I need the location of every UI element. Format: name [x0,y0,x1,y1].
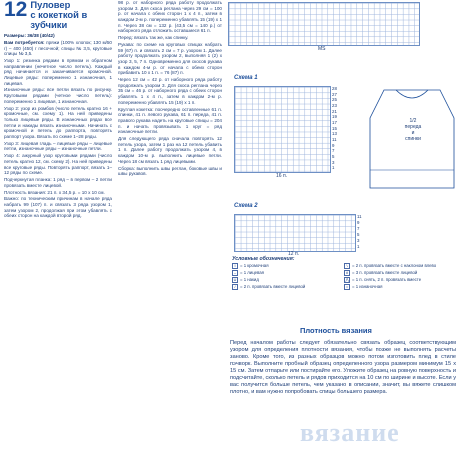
column-2 [118,0,222,178]
row-number: 13 [332,131,337,137]
pattern-2: Узор 2: узор из ромбов (число петель кратно 16 + кромочные, см. схему 1). На ней приведены только лицевые ряды. В изнаночных рядах все петли и накиды вязать изнаночными. Начинать с кромочной и петель до раппорта, повторять раппорт узора. Вязать по схеме 1–28 ряды. [4,105,112,139]
front-text: Перед: вязать так же, как спинку. [118,35,189,41]
legend-symbol-icon: – [233,271,237,275]
legend-symbol-icon: ⋀ [345,278,349,282]
legend-text: = 2 п. провязать вместе лицевой [240,284,306,290]
legend-symbol-icon: \ [344,263,350,269]
row-number: 11 [357,214,362,219]
legend-symbol-icon: I [232,263,238,269]
important-note: Важно: по техническим причинам в начале ряда набрать 99 (107) п. и связать 3 ряда узором 1, затем узором 2, продолжая при этом убавлять с обеих сторон на каждой второй ряд. [4,196,112,219]
row-number: 9 [357,220,360,225]
row-number: 15 [332,125,337,131]
yoke-text-2: Для следующего ряда сначала повторять 12 петель узора, затем 1 раз на 12 петель убавить 1 п. Далее работу продолжать узором 4, в каждом 10-м р. выполнить лицевые петли. Через 18 см вязать 1 ряд лицевыми. [118,136,222,164]
top-chart [228,2,420,46]
row-number: 1 [332,165,335,171]
sleeves-text-2: Через 12 см = 42 р. от наборного ряда работу продолжать узором 3. Для скоса реглана через 35 см = 46 р. от наборного ряда с обеих сторон убавлять 1 x 4 п., затем в каждом 2-м р. попеременно убавлять 15 (19) x 1 п. [118,77,222,105]
row-number: 11 [332,137,337,142]
legend-symbol-icon: / [232,284,238,290]
legend-symbol-icon: U [233,278,237,282]
schema-2-repeat: 12 п. [288,251,300,257]
legend-title: Условные обозначения: [232,256,295,262]
sizes: Размеры: 36/38 (40/42) [4,33,55,38]
density-line: Плотность вязания: 21 п. x 34,5 р. = 10 x 10 см. [4,189,105,195]
pattern-1: Узор 1: резинка рядами в прямом и обратном направлении (нечетное число петель). Каждый ряд начинается и заканчивается кромочной. Лицевые ряды: попеременно 1 изнаночная, 1 лицевая. [4,58,112,86]
legend-item [344,270,417,276]
pattern-1b: Изнаночные ряды: все петли вязать по рисунку. Круговыми рядами (четное число петель): попеременно 1 лицевая, 1 изнаночная. [4,87,112,104]
schema-1-repeat: 16 п. [276,173,288,179]
garment-label: 1/2 переда и спинки [404,118,422,142]
assembly-text: Сборка: выполнить швы реглан, боковые швы и швы рукавов. [118,165,222,177]
legend-item [344,263,436,269]
article-number: 12 [4,0,28,21]
legend-item [232,263,269,269]
legend-item [344,284,382,290]
row-number: 3 [357,238,360,243]
density-title: Плотность вязания [300,326,372,335]
schema-2-title: Схема 2 [234,203,258,209]
column-1 [4,0,112,220]
legend-symbol-icon: ∧ [345,271,349,275]
pattern-3: Узор 3: лицевая гладь – лицевые ряды – лицевые петли, изнаночные ряды – изнаночные петли. [4,140,112,152]
article-title-2: с кокеткой в зубчики [30,9,88,30]
schema-1-grid [234,86,331,173]
article-header [4,0,112,30]
row-number: 7 [332,148,335,154]
row-number: 25 [332,97,337,103]
row-number: 27 [332,91,337,97]
legend-text: = 3 п. провязать вместе лицевой [352,270,418,276]
row-number: 23 [332,103,337,108]
row-number: 9 [332,142,335,148]
pattern-4: Узор 4: ажурный узор круговыми рядами (число петель кратно 12, см. схему 2). На ней приведены все круговые ряды. Повторять раппорт, вязать 1–12 ряды по схеме. [4,153,112,176]
watermark-text: вязание [300,418,400,447]
legend-symbol-icon: • [344,284,350,290]
schema-2-grid [234,214,356,252]
schema-1-title: Схема 1 [234,75,258,81]
sleeves-text: Рукава: по схеме на круговых спицах набрать 59 (67) п. и связать 2 см = 7 р. узором 1. Далее работу продолжать узором 2, выполняя 1 (2) x узор 3, 5, 7 п. Одновременно для скосов рукава в каждом 4-м р. от начала с обеих сторон прибавить 10 x 1 п. = 76 (87) п. [118,41,222,76]
yoke-text: Круглая кокетка: поочередно оставленные 61 п. спинки, 41 п. левого рукава, 61 п. переда, 41 п. правого рукава надеть на круговые спицы = 204 п. и начать провязывать 1 круг = ряд изнаночные петли. [118,106,222,135]
legend-items [232,263,457,290]
article-title-1: Пуловер [30,0,71,10]
pattern-5: Подчеркнутая планка: 1 ряд – в первом – 2 петли провязать вместе лицевой. [4,177,112,188]
legend-item [232,284,305,290]
density-text: Перед началом работы следует обязательно связать образец соответствующим узором для определения плотности вязания, чтобы позже не выполнять расчеты заново. Кроме того, из разных образцов можно потом изготовить плед в стиле пэчворк. Выполните пробный образец определенного узора размером минимум 15 x 15 см. Затем отпарьте или постирайте его. Уложите образец на ровную поверхность и подсчитайте, сколько петель и рядов приходится на 10 см по ширине и высоте. Если у вас получится больше петель, чем указано в описании, значит, вы вяжете слишком плотно, и вам нужно попробовать спицы большего размера. [230,340,456,395]
row-number: 3 [332,159,335,165]
legend-item [232,277,259,283]
legend-text: = 1 накид [240,277,259,283]
legend-text: = 2 п. провязать вместе с наклоном влево [352,263,437,269]
legend-text: = 1 лицевая [240,270,264,276]
row-number: 17 [332,120,337,125]
legend-text: = 1 п. снять, 2 п. провязать вместе [352,277,422,283]
row-number: 28 [332,86,337,91]
row-number: 21 [332,108,337,114]
legend-item [344,277,421,283]
row-number: 5 [357,232,360,237]
legend-text: = 1 изнаночная [352,284,383,290]
row-number: 19 [332,114,337,120]
row-number: 5 [332,154,335,159]
legend-text: = 1 кромочная [240,263,269,269]
materials: Вам потребуется: пряжи (100% хлопок; 130 м/50 г) – 400 (450) г песочной; спицы № 3,5, круговые спицы № 3,5. [4,39,112,57]
row-number: 7 [357,226,360,231]
back-text: 98 р. от наборного ряда работу продолжать узором 3. Для скоса реглана через 29 см = 100 р. от начала с обеих сторон 1 x 4 п., затем в каждом 2-м р. попеременно убавлять 15 (19) x 1 п. Через 38 см = 132 р. (43,5 см = 140 р.) от наборного ряда отложить оставшиеся 61 п. [118,0,222,34]
ms-label: MS [318,46,326,52]
row-number: 1 [357,244,360,249]
legend-item [232,270,264,276]
